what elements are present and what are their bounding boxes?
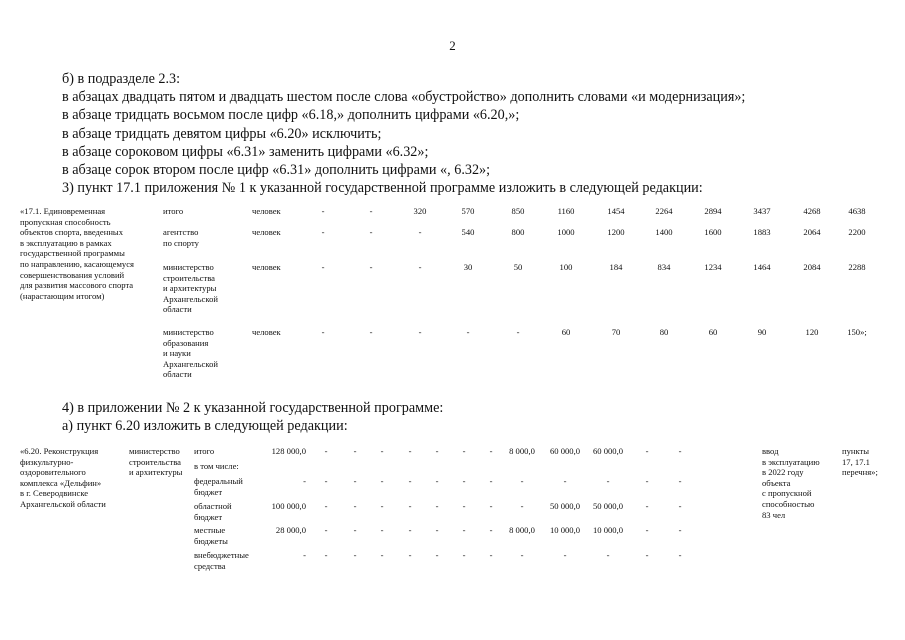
value-cell: - bbox=[435, 476, 439, 486]
paragraph: в абзацах двадцать пятом и двадцать шестом после слова «обустройство» дополнить словами «и модернизация»; bbox=[62, 89, 746, 106]
value-cell: 50 000,0 bbox=[549, 501, 581, 511]
value-cell: - bbox=[462, 550, 466, 560]
unit-cell: человек bbox=[252, 206, 281, 216]
value-cell: - bbox=[563, 476, 567, 486]
value-cell: - bbox=[380, 446, 384, 456]
source-label: итого bbox=[194, 446, 215, 456]
row-label: итого bbox=[163, 206, 184, 216]
value-cell: - bbox=[489, 446, 493, 456]
value-cell: - bbox=[408, 525, 412, 535]
value-cell: 2894 bbox=[704, 206, 722, 216]
value-cell: - bbox=[678, 446, 682, 456]
value-cell: 2084 bbox=[803, 262, 821, 272]
source-label: федеральный бюджет bbox=[194, 476, 243, 497]
value-cell: - bbox=[321, 227, 325, 237]
value-cell: 30 bbox=[463, 262, 473, 272]
value-cell: - bbox=[435, 446, 439, 456]
value-cell: - bbox=[324, 476, 328, 486]
value-cell: - bbox=[645, 550, 649, 560]
value-cell: - bbox=[353, 525, 357, 535]
instructions-top bbox=[62, 70, 862, 197]
value-cell: 50 000,0 bbox=[592, 501, 624, 511]
value-cell: - bbox=[408, 446, 412, 456]
value-cell: - bbox=[678, 550, 682, 560]
value-cell: 1600 bbox=[704, 227, 722, 237]
indicator-name: «17.1. Единовременная пропускная способность объектов спорта, введенных в эксплуатацию в рамках государственной программы по направлению, касающемуся совершенствования условий для развития массового спорта (нарастающим итогом) bbox=[20, 206, 134, 301]
value-cell: - bbox=[563, 550, 567, 560]
value-cell: - bbox=[380, 550, 384, 560]
value-cell: 60 bbox=[561, 327, 571, 337]
value-cell: - bbox=[516, 327, 520, 337]
total-cell: - bbox=[303, 476, 306, 486]
value-cell: - bbox=[462, 501, 466, 511]
value-cell: 80 bbox=[659, 327, 669, 337]
value-cell: - bbox=[678, 476, 682, 486]
total-cell: 28 000,0 bbox=[275, 525, 306, 535]
value-cell: 1234 bbox=[704, 262, 722, 272]
value-cell: - bbox=[462, 446, 466, 456]
value-cell: - bbox=[489, 501, 493, 511]
value-cell: - bbox=[606, 476, 610, 486]
unit-cell: человек bbox=[252, 262, 281, 272]
value-cell: 850 bbox=[511, 206, 525, 216]
paragraph: 4) в приложении № 2 к указанной государственной программе: bbox=[62, 400, 444, 416]
value-cell: - bbox=[418, 262, 422, 272]
value-cell: 60 000,0 bbox=[549, 446, 581, 456]
value-cell: - bbox=[645, 501, 649, 511]
measure-name: «6.20. Реконструкция физкультурно- оздоровительного комплекса «Дельфин» в г. Северодвинске Архангельской области bbox=[20, 446, 106, 509]
value-cell: 2200 bbox=[848, 227, 866, 237]
value-cell: - bbox=[369, 327, 373, 337]
value-cell: - bbox=[489, 550, 493, 560]
value-cell: 4638 bbox=[848, 206, 866, 216]
value-cell: - bbox=[369, 206, 373, 216]
value-cell: 320 bbox=[413, 206, 427, 216]
value-cell: 834 bbox=[657, 262, 671, 272]
value-cell: 8 000,0 bbox=[509, 446, 535, 456]
paragraph: в абзаце сорок втором после цифр «6.31» дополнить цифрами «, 6.32»; bbox=[62, 162, 491, 179]
value-cell: - bbox=[520, 501, 524, 511]
value-cell: - bbox=[321, 327, 325, 337]
value-cell: 120 bbox=[805, 327, 819, 337]
value-cell: - bbox=[645, 525, 649, 535]
instructions-mid bbox=[62, 399, 862, 435]
value-cell: - bbox=[408, 550, 412, 560]
value-cell: - bbox=[489, 476, 493, 486]
value-cell: - bbox=[353, 550, 357, 560]
source-label: местные бюджеты bbox=[194, 525, 228, 546]
value-cell: 2288 bbox=[848, 262, 866, 272]
value-cell: - bbox=[435, 525, 439, 535]
total-cell: - bbox=[303, 550, 306, 560]
value-cell: - bbox=[418, 327, 422, 337]
value-cell: 150»; bbox=[847, 327, 867, 337]
value-cell: - bbox=[324, 525, 328, 535]
value-cell: - bbox=[520, 550, 524, 560]
paragraph: в абзаце тридцать девятом цифры «6.20» исключить; bbox=[62, 125, 382, 142]
paragraph: а) пункт 6.20 изложить в следующей редакции: bbox=[62, 418, 348, 435]
value-cell: - bbox=[324, 501, 328, 511]
value-cell: 10 000,0 bbox=[549, 525, 581, 535]
value-cell: 1200 bbox=[607, 227, 625, 237]
value-cell: - bbox=[435, 550, 439, 560]
value-cell: - bbox=[369, 262, 373, 272]
total-cell: 100 000,0 bbox=[271, 501, 306, 511]
paragraph: в абзаце тридцать восьмом после цифр «6.18,» дополнить цифрами «6.20,»; bbox=[62, 107, 520, 124]
value-cell: 570 bbox=[461, 206, 475, 216]
value-cell: 60 000,0 bbox=[592, 446, 624, 456]
value-cell: 540 bbox=[461, 227, 475, 237]
value-cell: 10 000,0 bbox=[592, 525, 624, 535]
unit-cell: человек bbox=[252, 227, 281, 237]
row-label: агентство по спорту bbox=[163, 227, 199, 248]
value-cell: - bbox=[645, 476, 649, 486]
value-cell: - bbox=[408, 476, 412, 486]
value-cell: 184 bbox=[609, 262, 623, 272]
value-cell: 70 bbox=[611, 327, 621, 337]
source-label: внебюджетные средства bbox=[194, 550, 249, 571]
row-label: министерство строительства и архитектуры Архангельской области bbox=[163, 262, 218, 315]
value-cell: 3437 bbox=[753, 206, 771, 216]
value-cell: - bbox=[408, 501, 412, 511]
value-cell: - bbox=[418, 227, 422, 237]
expected-result: ввод в эксплуатацию в 2022 году объекта с пропускной способностью 83 чел bbox=[762, 446, 820, 520]
value-cell: - bbox=[353, 501, 357, 511]
value-cell: - bbox=[353, 476, 357, 486]
value-cell: 2264 bbox=[655, 206, 673, 216]
page-number: 2 bbox=[449, 38, 456, 53]
value-cell: 1400 bbox=[655, 227, 673, 237]
value-cell: - bbox=[678, 501, 682, 511]
value-cell: - bbox=[369, 227, 373, 237]
value-cell: - bbox=[462, 476, 466, 486]
value-cell: - bbox=[466, 327, 470, 337]
value-cell: - bbox=[324, 446, 328, 456]
value-cell: 2064 bbox=[803, 227, 821, 237]
value-cell: 1883 bbox=[753, 227, 771, 237]
value-cell: - bbox=[462, 525, 466, 535]
value-cell: - bbox=[606, 550, 610, 560]
value-cell: 8 000,0 bbox=[509, 525, 535, 535]
value-cell: - bbox=[645, 446, 649, 456]
value-cell: 100 bbox=[559, 262, 573, 272]
executor: министерство строительства и архитектуры bbox=[129, 446, 183, 478]
value-cell: - bbox=[678, 525, 682, 535]
value-cell: - bbox=[489, 525, 493, 535]
value-cell: 50 bbox=[513, 262, 523, 272]
value-cell: - bbox=[380, 525, 384, 535]
value-cell: 1000 bbox=[557, 227, 575, 237]
value-cell: 90 bbox=[757, 327, 767, 337]
unit-cell: человек bbox=[252, 327, 281, 337]
value-cell: - bbox=[520, 476, 524, 486]
source-label: областной бюджет bbox=[194, 501, 232, 522]
value-cell: - bbox=[324, 550, 328, 560]
source-label: в том числе: bbox=[194, 461, 239, 471]
value-cell: - bbox=[380, 476, 384, 486]
value-cell: 1464 bbox=[753, 262, 771, 272]
total-cell: 128 000,0 bbox=[271, 446, 306, 456]
value-cell: 1454 bbox=[607, 206, 625, 216]
paragraph: б) в подразделе 2.3: bbox=[62, 71, 181, 87]
value-cell: - bbox=[321, 262, 325, 272]
value-cell: 800 bbox=[511, 227, 525, 237]
value-cell: 4268 bbox=[803, 206, 821, 216]
paragraph: в абзаце сороковом цифры «6.31» заменить цифрами «6.32»; bbox=[62, 143, 429, 160]
indicator-links: пункты 17, 17.1 перечня»; bbox=[842, 446, 878, 478]
row-label: министерство образования и науки Архангельской области bbox=[163, 327, 218, 380]
value-cell: - bbox=[380, 501, 384, 511]
value-cell: 1160 bbox=[557, 206, 575, 216]
paragraph: 3) пункт 17.1 приложения № 1 к указанной государственной программе изложить в следующей редакции: bbox=[62, 180, 703, 197]
value-cell: - bbox=[321, 206, 325, 216]
value-cell: - bbox=[435, 501, 439, 511]
value-cell: - bbox=[353, 446, 357, 456]
value-cell: 60 bbox=[708, 327, 718, 337]
